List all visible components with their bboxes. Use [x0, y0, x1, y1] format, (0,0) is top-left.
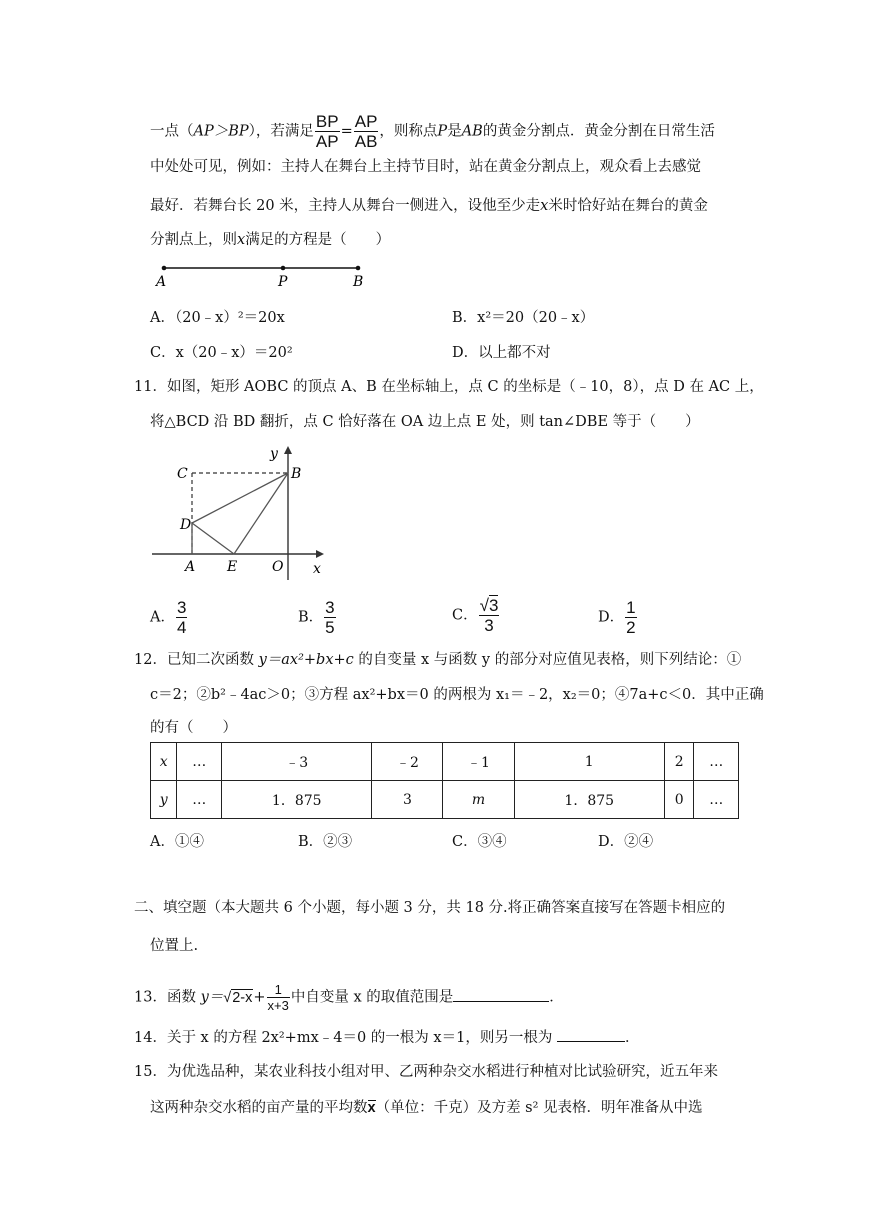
mean-symbol: x	[367, 1100, 376, 1116]
q10-line-2: 中处处可见，例如：主持人在舞台上主持节目时，站在黄金分割点上，观众看上去感觉	[150, 159, 701, 175]
fraction-ap-ab: $\frac{AP}{AB}$	[354, 112, 378, 151]
q12-line-3: 的有（ ）	[150, 720, 237, 736]
q13-line: 13．函数 y＝√2-x+ $\frac{1}{x+3}$ 中自变量 x 的取值范围是 ．	[134, 982, 564, 1013]
q14-line: 14．关于 x 的方程 2x²+mx﹣4＝0 的一根为 x＝1，则另一根为 ．	[134, 1030, 640, 1046]
q15-line-2: 这两种杂交水稻的亩产量的平均数x（单位：千克）及方差 s² 见表格．明年准备从中选	[150, 1100, 703, 1116]
label-y: y	[270, 446, 278, 462]
table-row-x	[151, 743, 739, 781]
q12-option-a[interactable]: A．①④	[150, 834, 204, 850]
answer-blank[interactable]	[557, 1041, 625, 1042]
table-row-y	[151, 781, 739, 819]
label-x: x	[313, 561, 321, 577]
label-p: P	[278, 274, 288, 290]
table-cell: 2	[664, 743, 693, 781]
q11-option-c[interactable]: C． $\frac{√3}{3}$	[452, 596, 499, 635]
q15-line-1: 15．为优选品种，某农业科技小组对甲、乙两种杂交水稻进行种植对比试验研究，近五年来	[134, 1064, 718, 1080]
table-cell: …	[694, 743, 739, 781]
q11-line-1: 11．如图，矩形 AOBC 的顶点 A、B 在坐标轴上，点 C 的坐标是（﹣10，8），点 D 在 AC 上，	[134, 379, 764, 395]
section-2-heading: 二、填空题（本大题共 6 个小题，每小题 3 分，共 18 分.将正确答案直接写在答题卡相应的	[134, 900, 726, 916]
table-cell: ﹣3	[222, 743, 372, 781]
label-d: D	[180, 517, 192, 533]
fraction-bp-ap: $\frac{BP}{AP}$	[315, 112, 339, 151]
line-be	[234, 473, 288, 554]
table-cell: x	[151, 743, 177, 781]
segment-figure	[150, 258, 380, 292]
q11-option-a[interactable]: A． $\frac{3}{4}$	[150, 598, 187, 637]
q10-option-a[interactable]: A．（20﹣x）²＝20x	[150, 310, 285, 326]
label-e: E	[227, 559, 238, 575]
label-c: C	[177, 466, 188, 482]
q12-line-1: 12．已知二次函数 y＝ax²+bx+c 的自变量 x 与函数 y 的部分对应值见表格，则下列结论：①	[134, 652, 742, 668]
q10-line-3: 最好．若舞台长 20 米，主持人从舞台一侧进入，设他至少走x米时恰好站在舞台的黄金	[150, 198, 708, 214]
line-bd	[192, 473, 288, 523]
q12-option-d[interactable]: D．②④	[598, 834, 654, 850]
table-cell: y	[151, 781, 177, 819]
sqrt-sign: √	[479, 596, 489, 615]
table-cell: …	[177, 781, 222, 819]
q11-figure	[148, 440, 338, 580]
q10-option-c[interactable]: C．x（20﹣x）＝20²	[150, 345, 293, 361]
table-cell: m	[443, 781, 514, 819]
point-a-dot	[162, 266, 167, 271]
q12-value-table	[150, 742, 739, 819]
table-cell: …	[694, 781, 739, 819]
section-2-heading-cont: 位置上.	[150, 938, 199, 954]
x-axis-arrow	[316, 550, 324, 558]
label-b: B	[291, 466, 302, 482]
q11-option-d[interactable]: D． $\frac{1}{2}$	[598, 598, 636, 637]
label-o: O	[272, 559, 284, 575]
q11-line-2: 将△BCD 沿 BD 翻折，点 C 恰好落在 OA 边上点 E 处，则 tan∠DBE 等于（ ）	[150, 414, 700, 430]
line-de	[192, 523, 234, 554]
table-cell: 1．875	[514, 781, 664, 819]
table-cell: …	[177, 743, 222, 781]
q11-option-b[interactable]: B． $\frac{3}{5}$	[298, 598, 335, 637]
q10-option-d[interactable]: D．以上都不对	[452, 345, 551, 361]
q10-option-b[interactable]: B．x²＝20（20﹣x）	[452, 310, 595, 326]
q12-option-b[interactable]: B．②③	[298, 834, 353, 850]
point-p-dot	[281, 266, 286, 271]
point-b-dot	[356, 266, 361, 271]
label-a: A	[156, 274, 167, 290]
y-axis-arrow	[284, 446, 292, 454]
label-a: A	[185, 559, 196, 575]
fraction-1-over-x3: $\frac{1}{x+3}$	[267, 982, 289, 1013]
label-b: B	[353, 274, 364, 290]
table-cell: ﹣2	[372, 743, 443, 781]
table-cell: ﹣1	[443, 743, 514, 781]
table-cell: 0	[664, 781, 693, 819]
answer-blank[interactable]	[453, 1001, 549, 1002]
sqrt-expression: √2-x	[223, 989, 253, 1006]
table-cell: 3	[372, 781, 443, 819]
q10-line-4: 分割点上，则x满足的方程是（ ）	[150, 232, 391, 248]
q12-option-c[interactable]: C．③④	[452, 834, 507, 850]
table-cell: 1	[514, 743, 664, 781]
q10-line-1: 一点（AP＞BP），若满足 $\frac{BP}{AP}$ = $\frac{AP}{AB}$ ，则称点P是AB的黄金分割点．黄金分割在日常生活	[150, 112, 715, 151]
q12-line-2: c＝2；②b²﹣4ac＞0；③方程 ax²+bx＝0 的两根为 x₁＝﹣2，x₂＝0；④7a+c＜0．其中正确	[150, 687, 764, 703]
table-cell: 1．875	[222, 781, 372, 819]
